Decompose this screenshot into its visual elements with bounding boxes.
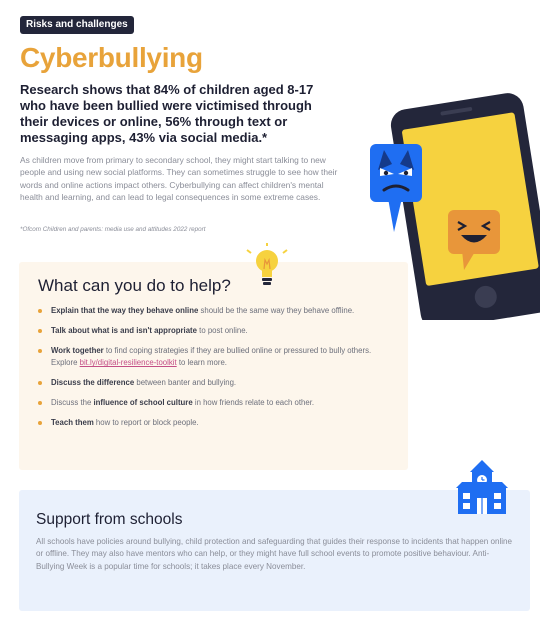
page-title: Cyberbullying [20,42,203,73]
list-item [38,417,398,429]
item-bold-text: Teach them [51,417,94,427]
help-panel [19,262,408,470]
intro-paragraph: As children move from primary to secondary school, they might start talking to new people and using new social platforms. They can sometimes struggle to see how their words and online actions impact others. Cyberbullying can affect children's mental health and learning, and can lead to legal consequences in some extreme cases. [20,155,338,203]
support-paragraph: All schools have policies around bullying, child protection and safeguarding that guides their response to incidents that happen online or offline. They may also have mentors who can help, or they might have full school events to promote positive behaviour. Anti-Bullying Week is a popular time for schools; it takes place every November. [36,537,513,571]
lead-paragraph: Research shows that 84% of children aged 8-17 who have been bullied were victimised through their devices or online, 56% through text or messaging apps, 43% via social media.* [20,82,314,145]
item-bold-text: Work together [51,345,104,355]
help-heading: What can you do to help? [38,276,231,295]
lightbulb-icon [245,243,289,291]
support-heading: Support from schools [36,511,183,528]
item-text: in how friends relate to each other. [192,398,315,408]
item-text: should be the same way they behave offline. [198,306,355,315]
item-bold-text: influence of school culture [93,398,193,408]
list-item [38,305,398,317]
footnote: *Ofcom Children and parents: media use and attitudes 2022 report [20,226,206,233]
item-text: how to report or block people. [93,417,199,427]
bullet-icon [38,309,42,313]
bullet-icon [38,349,42,353]
bullet-icon [38,329,42,333]
item-bold-text: Explain that the way they behave online [51,306,199,315]
item-bold-text: Talk about what is and isn't appropriate [51,325,197,335]
school-building-icon [454,458,510,516]
bullet-icon [38,421,42,425]
bullet-icon [38,381,42,385]
item-bold-text: Discuss the difference [51,378,135,388]
item-text: to find coping strategies if they are bullied online or pressured to bully others. Explore [51,345,372,368]
list-item [38,345,398,370]
toolkit-link[interactable]: bit.ly/digital-resilience-toolkit [79,358,177,368]
list-item [38,377,398,389]
section-tag: Risks and challenges [20,16,134,34]
help-list [38,305,398,437]
item-text: Discuss the [51,398,94,408]
list-item [38,397,398,409]
item-text: to learn more. [176,358,227,368]
bullet-icon [38,401,42,405]
list-item [38,325,398,337]
item-text: between banter and bullying. [134,378,237,388]
item-text: to post online. [196,325,248,335]
